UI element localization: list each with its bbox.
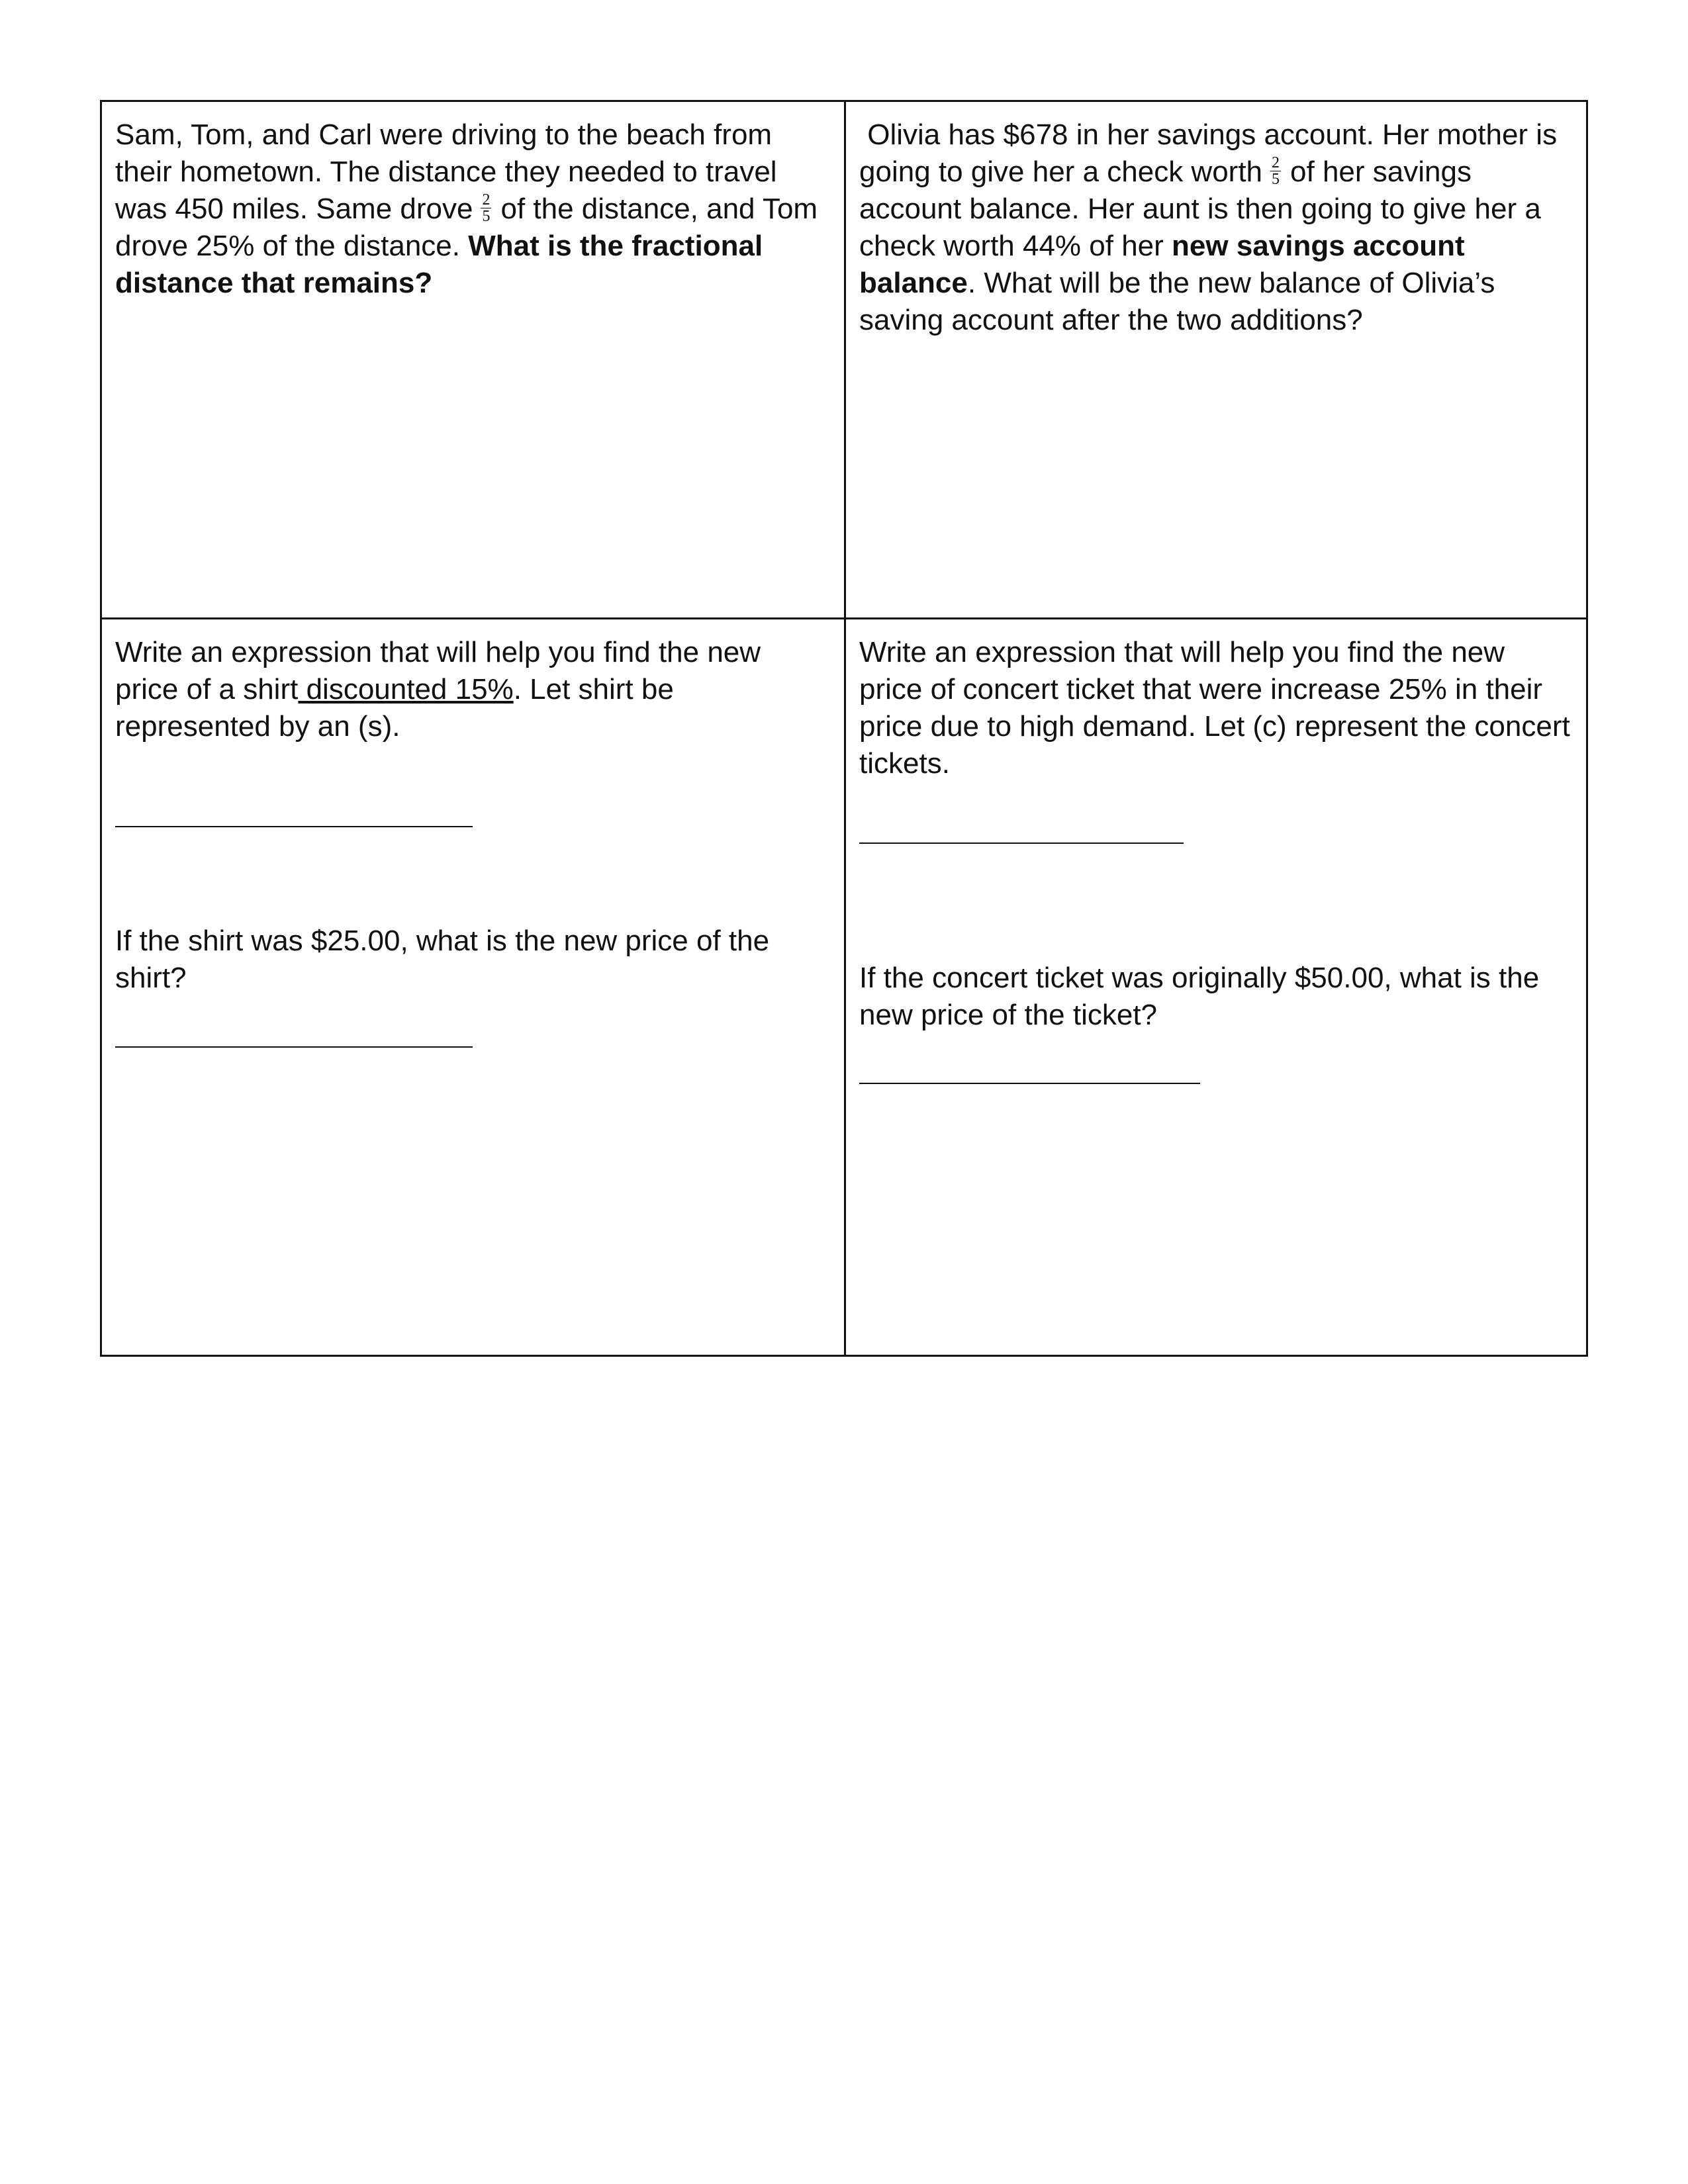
answer-line-price[interactable] [115,1046,473,1048]
problem-text-part: . What will be the new balance of Olivia’s saving account after the two additions? [859,267,1495,336]
problem-cell-savings [846,102,1586,619]
problem-cell-concert [846,619,1586,1355]
problem-text-savings [859,116,1573,339]
problem-followup-concert: If the concert ticket was originally $50.00, what is the new price of the ticket? [859,962,1540,1031]
fraction-denominator: 5 [482,207,491,225]
problem-text-part: of her savings account balance. Her aunt is then going to give her a check worth 44% of her [859,156,1541,262]
answer-line-expression[interactable] [859,842,1184,844]
problem-question: What is the fractional distance that remains? [115,230,763,299]
worksheet-table [100,100,1588,1357]
problem-text-part: Olivia has $678 in her savings account. Her mother is going to give her a check worth [859,118,1558,188]
fraction-numerator: 2 [1272,154,1280,171]
problem-followup-shirt: If the shirt was $25.00, what is the new price of the shirt? [115,925,770,994]
problem-prompt-shirt [115,634,831,745]
problem-prompt-concert: Write an expression that will help you find the new price of concert ticket that were increase 25% in their price due to high demand. Let (c) represent the concert tickets. [859,636,1570,780]
problem-bold-phrase: new savings account balance [859,230,1465,299]
problem-text-part: . Let shirt be represented by an (s). [115,673,674,743]
problem-text-distance [115,116,831,302]
problem-text-part: of the distance, and Tom drove 25% of the distance. [115,193,818,262]
answer-line-expression[interactable] [115,826,473,827]
answer-line-price[interactable] [859,1083,1200,1084]
underlined-phrase: discounted 15% [298,673,514,705]
problem-cell-distance [102,102,846,619]
problem-cell-shirt [102,619,846,1355]
fraction-two-fifths [481,192,491,224]
problem-text-part: Write an expression that will help you find the new price of a shirt [115,636,761,705]
fraction-two-fifths [1270,155,1281,187]
fraction-denominator: 5 [1272,170,1280,188]
problem-text-part: Sam, Tom, and Carl were driving to the beach from their hometown. The distance they needed to travel was 450 miles. Same drove [115,118,777,225]
fraction-numerator: 2 [482,191,491,208]
